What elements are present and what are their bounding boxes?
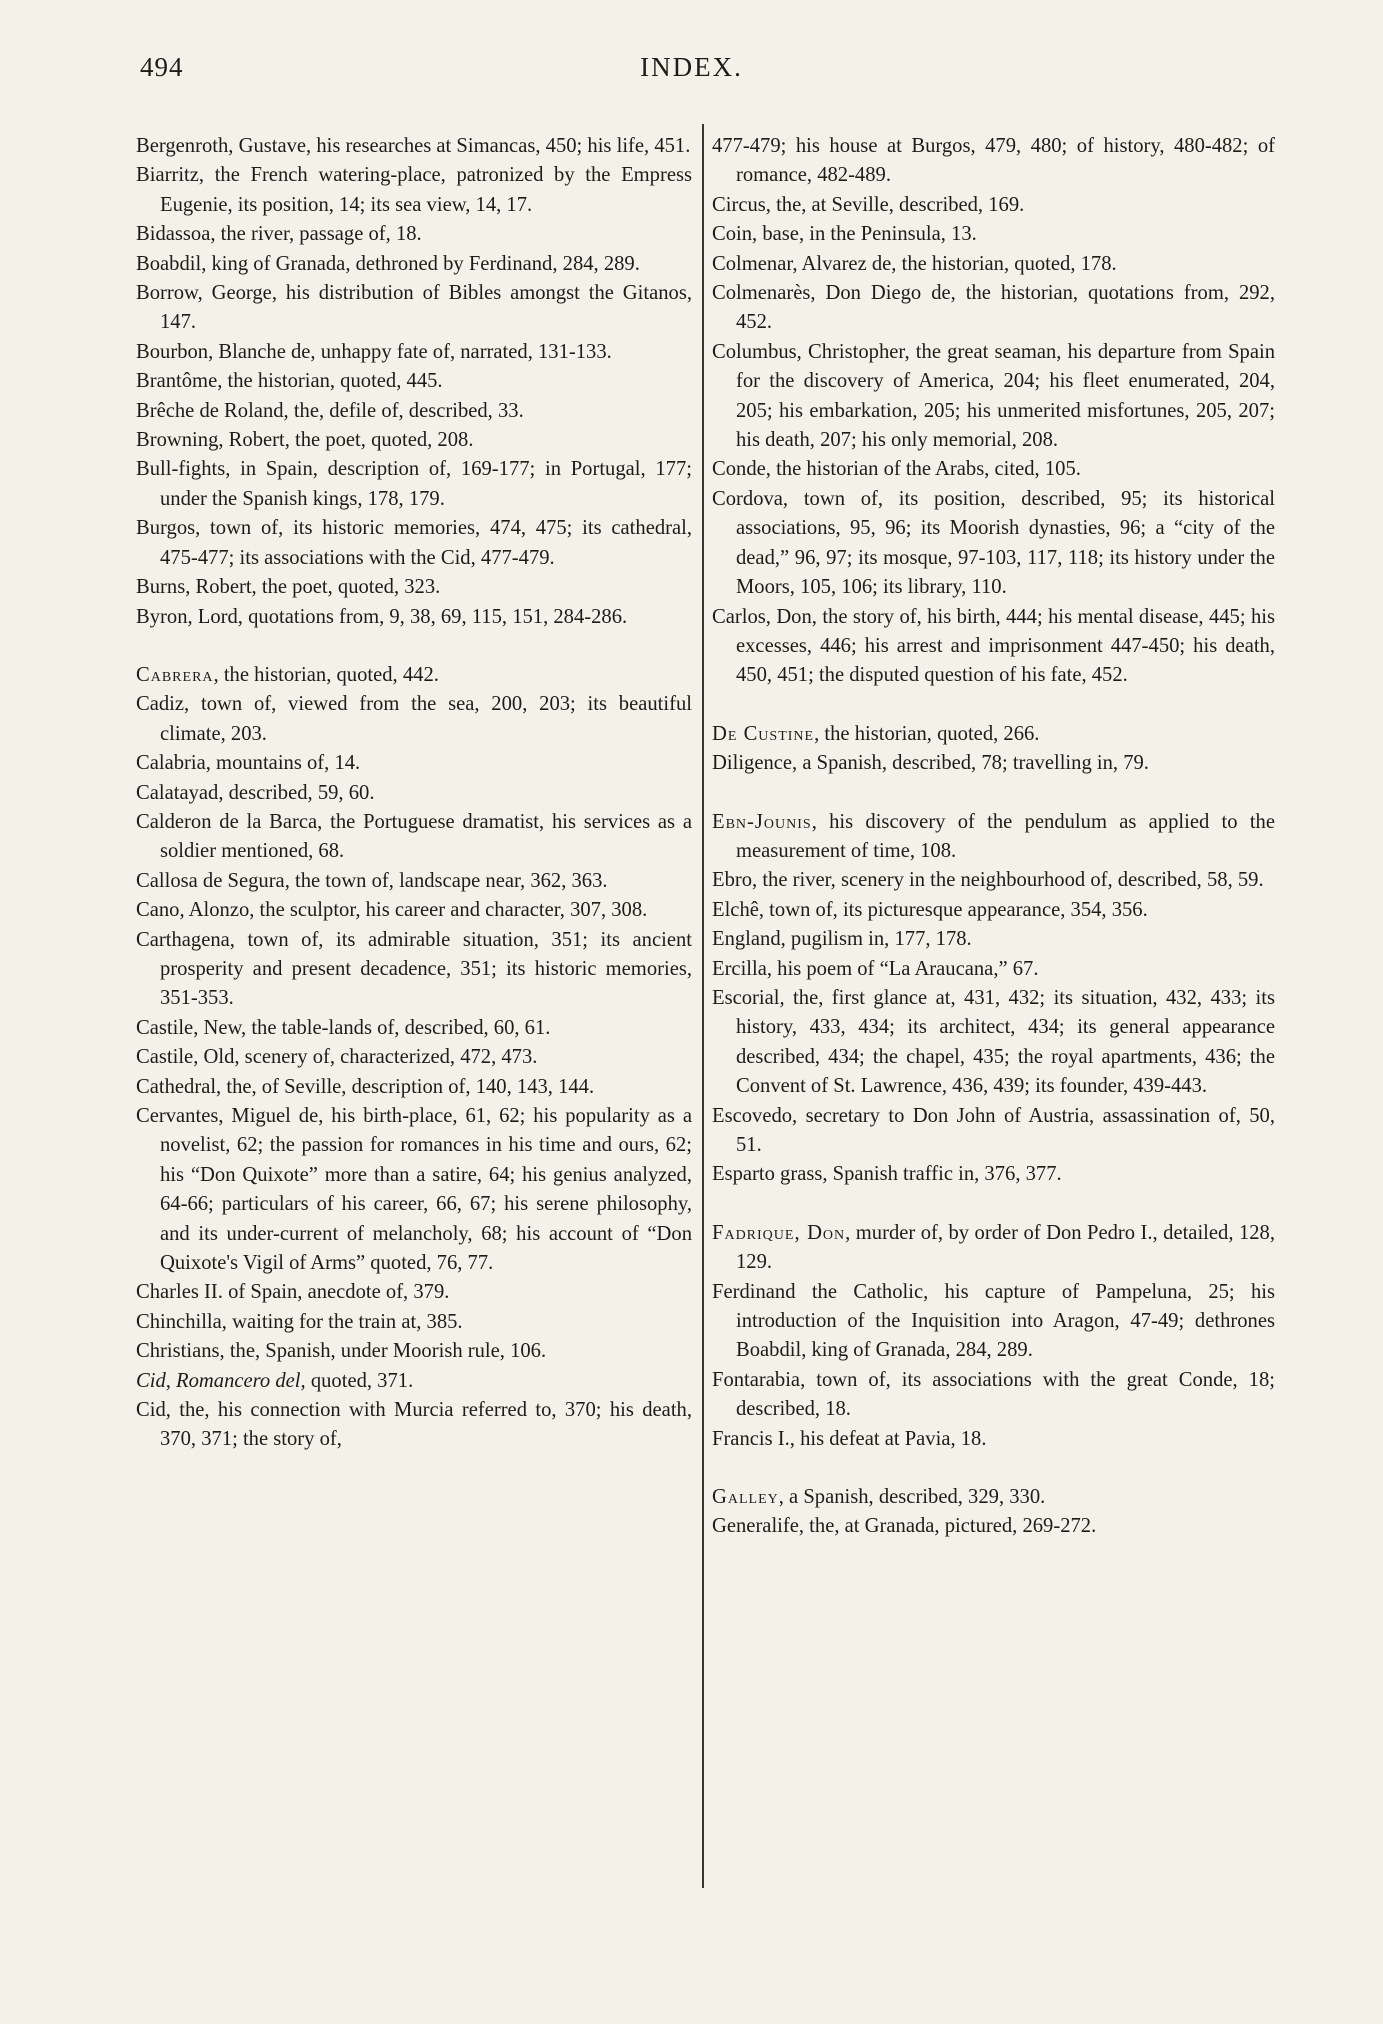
index-entry: Ercilla, his poem of “La Araucana,” 67. [712,957,1039,980]
section-gap [712,779,1275,808]
index-entry: Cadiz, town of, viewed from the sea, 200, 203; its beautiful climate, 203. [136,693,692,745]
index-entry: Esparto grass, Spanish traffic in, 376, 377. [712,1163,1062,1186]
index-entry: Burgos, town of, its historic memories, 474, 475; its cathedral, 475-477; its associations with the Cid, 477-479. [136,517,692,569]
index-entry: Boabdil, king of Granada, dethroned by Ferdinand, 284, 289. [136,252,640,275]
index-entry: Burns, Robert, the poet, quoted, 323. [136,576,441,599]
index-entry: Colmenar, Alvarez de, the historian, quoted, 178. [712,252,1117,275]
index-entry: Francis I., his defeat at Pavia, 18. [712,1427,987,1450]
index-entry: Charles II. of Spain, anecdote of, 379. [136,1281,450,1304]
index-entry: Cervantes, Miguel de, his birth-place, 61, 62; his popularity as a novelist, 62; the passion for romances in his time and ours, 62; his “Don Quixote” more than a satire, 64; his genius analyzed, 64-66; particulars of his career, 66, 67; his serene philosophy, and its under-current of melancholy, 68; his account of “Don Quixote's Vigil of Arms” quoted, 76, 77. [136,1105,692,1275]
index-entry: Cathedral, the, of Seville, description of, 140, 143, 144. [136,1075,595,1098]
index-entry: Brantôme, the historian, quoted, 445. [136,370,443,393]
index-entry: Calabria, mountains of, 14. [136,752,361,775]
index-entry: Bergenroth, Gustave, his researches at Simancas, 450; his life, 451. [136,135,691,157]
index-entry: Calderon de la Barca, the Portuguese dramatist, his services as a soldier mentioned, 68. [136,810,692,863]
index-entry: Escovedo, secretary to Don John of Austria, assassination of, 50, 51. [712,1104,1275,1156]
section-gap [712,691,1275,720]
entry-lead-word: De Custine [712,722,815,745]
index-entry: Calatayad, described, 59, 60. [136,781,375,804]
index-entry: Borrow, George, his distribution of Bibles amongst the Gitanos, 147. [136,282,692,334]
index-entry: Fontarabia, town of, its associations with the great Conde, 18; described, 18. [712,1368,1275,1421]
index-entry: Colmenarès, Don Diego de, the historian, quotations from, 292, 452. [712,282,1275,334]
column-divider [702,124,704,1888]
index-entry: Bidassoa, the river, passage of, 18. [136,223,422,246]
section-gap [712,1190,1275,1219]
entry-lead-word: Galley [712,1486,779,1509]
index-entry: Bull-fights, in Spain, description of, 169-177; in Portugal, 177; under the Spanish kings, 178, 179. [136,458,692,510]
entry-lead-word: Fadrique, Don [712,1221,846,1244]
index-entry: Browning, Robert, the poet, quoted, 208. [136,429,474,452]
index-entry: Callosa de Segura, the town of, landscape near, 362, 363. [136,869,608,892]
index-entry: Chinchilla, waiting for the train at, 385. [136,1310,463,1333]
index-entry: Castile, New, the table-lands of, described, 60, 61. [136,1016,551,1039]
index-entry: Biarritz, the French watering-place, patronized by the Empress Eugenie, its position, 14; its sea view, 14, 17. [136,164,692,216]
index-entry: Cid, Romancero del, quoted, 371. [136,1369,414,1392]
section-gap [712,1454,1275,1483]
index-entry: Escorial, the, first glance at, 431, 432; its situation, 432, 433; its history, 433, 434; its architect, 434; its general appearance described, 434; the chapel, 435; the royal apartments, 436; the Convent of St. Lawrence, 436, 439; its founder, 439-443. [712,986,1275,1098]
index-entry: Carlos, Don, the story of, his birth, 444; his mental disease, 445; his excesses, 446; his arrest and imprisonment 447-450; his death, 450, 451; the disputed question of his fate, 452. [712,605,1275,687]
index-entry: Carthagena, town of, its admirable situation, 351; its ancient prosperity and present decadence, 351; its historic memories, 351-353. [136,928,692,1010]
index-entry: Castile, Old, scenery of, characterized, 472, 473. [136,1046,538,1069]
section-gap [136,632,692,661]
index-entry: Bourbon, Blanche de, unhappy fate of, narrated, 131-133. [136,340,612,363]
index-entry: Conde, the historian of the Arabs, cited, 105. [712,458,1081,481]
index-entry: England, pugilism in, 177, 178. [712,928,972,951]
index-entry: Christians, the, Spanish, under Moorish rule, 106. [136,1340,547,1363]
entry-lead-word: Cabrera [136,663,214,686]
index-entry: 477-479; his house at Burgos, 479, 480; of history, 480-482; of romance, 482-489. [712,135,1275,187]
index-entry: Cano, Alonzo, the sculptor, his career and character, 307, 308. [136,899,648,922]
index-entry: Ebn-Jounis, his discovery of the pendulum as applied to the measurement of time, 108. [712,810,1275,862]
index-entry: Cordova, town of, its position, described, 95; its historical associations, 95, 96; its Moorish dynasties, 96; a “city of the dead,” 96, 97; its mosque, 97-103, 117, 118; its history under the Moors, 105, 106; its library, 110. [712,487,1275,599]
index-entry: Byron, Lord, quotations from, 9, 38, 69, 115, 151, 284-286. [136,605,628,628]
index-entry: Columbus, Christopher, the great seaman, his departure from Spain for the discovery of America, 204; his fleet enumerated, 204, 205; his embarkation, 205; his unmerited misfortunes, 205, 207; his death, 207; his only memorial, 208. [712,340,1275,452]
page-number: 494 [140,52,184,82]
index-entry: De Custine, the historian, quoted, 266. [712,722,1040,745]
entry-lead-word: Ebn-Jounis [712,810,812,833]
index-entry: Galley, a Spanish, described, 329, 330. [712,1486,1046,1509]
index-entry: Cid, the, his connection with Murcia referred to, 370; his death, 370, 371; the story of, [136,1399,692,1451]
index-entry: Generalife, the, at Granada, pictured, 269-272. [712,1515,1097,1538]
index-entry: Circus, the, at Seville, described, 169. [712,193,1025,216]
entry-italic-title: Cid, Romancero del, [136,1369,306,1392]
index-column-left [136,132,692,1455]
index-entry: Elchê, town of, its picturesque appearance, 354, 356. [712,898,1148,921]
index-entry: Diligence, a Spanish, described, 78; travelling in, 79. [712,752,1149,775]
index-entry: Coin, base, in the Peninsula, 13. [712,223,977,246]
index-entry: Cabrera, the historian, quoted, 442. [136,663,439,686]
index-entry: Ebro, the river, scenery in the neighbourhood of, described, 58, 59. [712,869,1264,892]
index-column-right [712,132,1275,1542]
page-title: INDEX. [640,52,743,82]
index-entry: Fadrique, Don, murder of, by order of Don Pedro I., detailed, 128, 129. [712,1221,1275,1274]
index-entry: Ferdinand the Catholic, his capture of Pampeluna, 25; his introduction of the Inquisition into Aragon, 47-49; dethrones Boabdil, king of Granada, 284, 289. [712,1280,1275,1362]
index-entry: Brêche de Roland, the, defile of, described, 33. [136,399,524,422]
